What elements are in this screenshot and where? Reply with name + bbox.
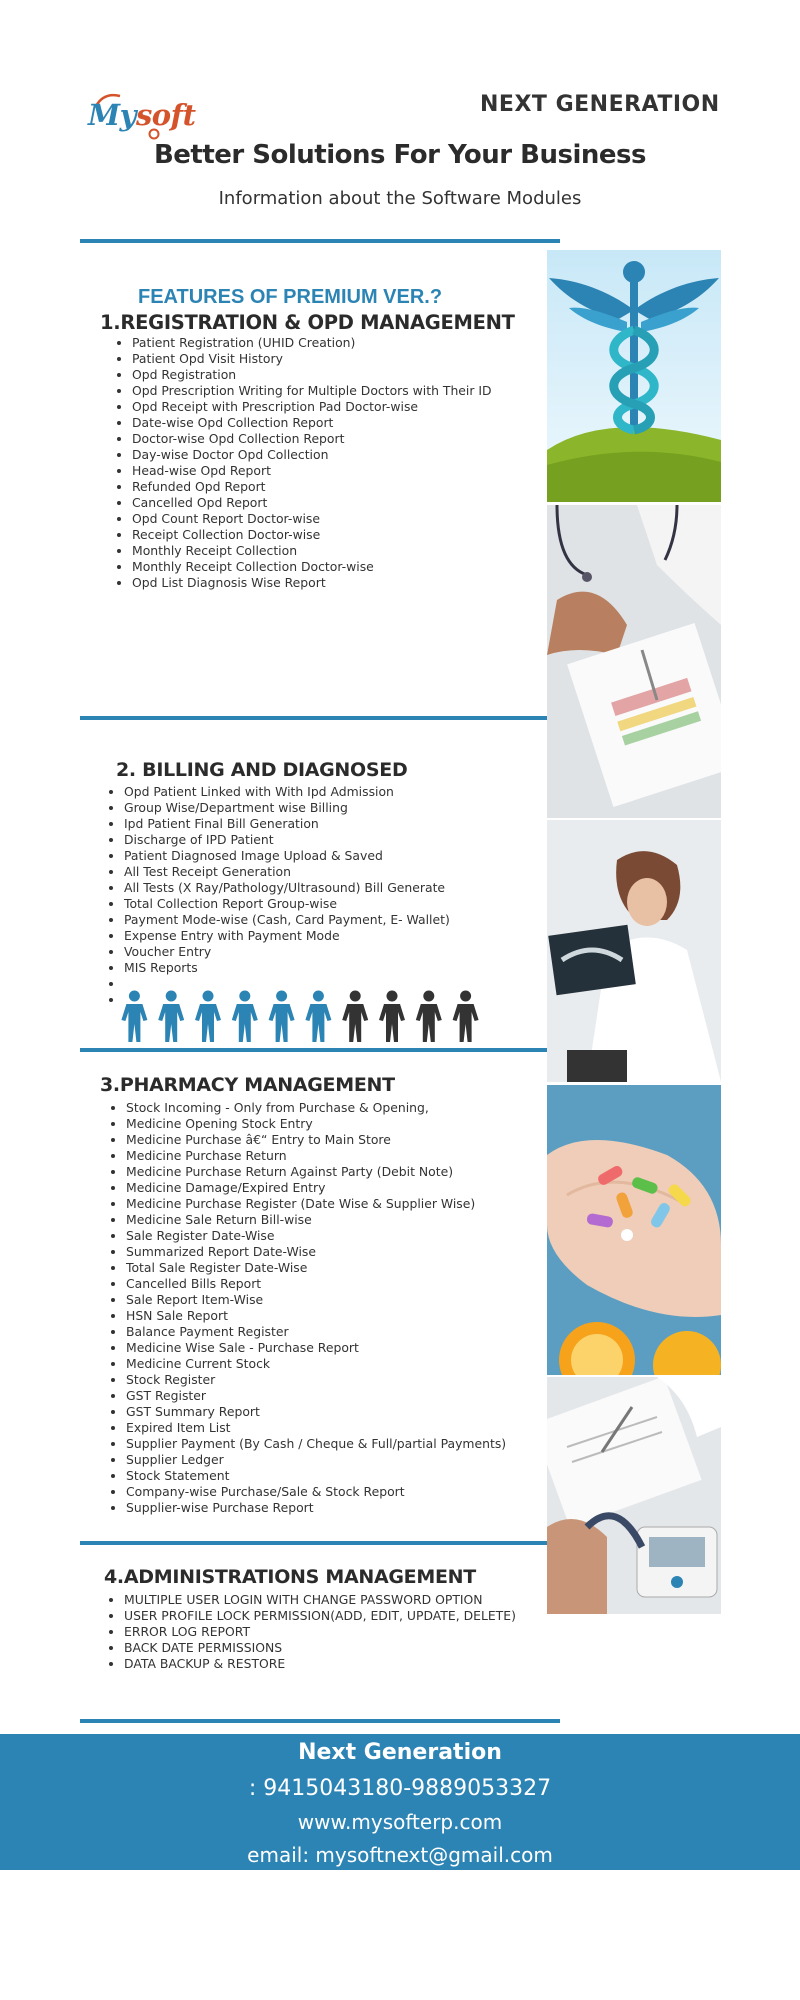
list-item: • Payment Mode-wise (Cash, Card Payment, E- Wallet) [124,912,450,928]
list-item: • Receipt Collection Doctor-wise [132,527,492,543]
list-item: • Opd Prescription Writing for Multiple Doctors with Their ID [132,383,492,399]
person-icon [269,991,295,1043]
list-item: • Supplier-wise Purchase Report [126,1500,506,1516]
list-item: • Medicine Sale Return Bill-wise [126,1212,506,1228]
list-item: • Medicine Purchase â€“ Entry to Main Store [126,1132,506,1148]
list-item: • Medicine Purchase Return [126,1148,506,1164]
divider [80,1719,560,1723]
footer-phone: : 9415043180-9889053327 [248,1776,552,1801]
section-title-pharmacy: 3.PHARMACY MANAGEMENT [100,1074,395,1096]
list-item: • Opd Patient Linked with With Ipd Admission [124,784,450,800]
list-item: • Medicine Opening Stock Entry [126,1116,506,1132]
list-item: • DATA BACKUP & RESTORE [124,1656,516,1672]
section-title-registration: 1.REGISTRATION & OPD MANAGEMENT [100,311,515,334]
registration-list [112,335,492,591]
list-item: • Opd Count Report Doctor-wise [132,511,492,527]
list-item: • Discharge of IPD Patient [124,832,450,848]
list-item: • Voucher Entry [124,944,450,960]
logo-dot-icon [148,128,160,140]
list-item: • Patient Opd Visit History [132,351,492,367]
list-item: • Stock Incoming - Only from Purchase & Opening, [126,1100,506,1116]
person-icon [453,991,479,1043]
person-icon [158,991,184,1043]
list-item: • USER PROFILE LOCK PERMISSION(ADD, EDIT, UPDATE, DELETE) [124,1608,516,1624]
list-item: • Ipd Patient Final Bill Generation [124,816,450,832]
list-item: • HSN Sale Report [126,1308,506,1324]
person-icon [342,991,368,1043]
subheadline: Information about the Software Modules [218,188,582,209]
list-item: • BACK DATE PERMISSIONS [124,1640,516,1656]
list-item: • Medicine Purchase Register (Date Wise & Supplier Wise) [126,1196,506,1212]
pharmacy-list [106,1100,506,1516]
caduceus-image [547,250,721,502]
list-item: • MULTIPLE USER LOGIN WITH CHANGE PASSWORD OPTION [124,1592,516,1608]
mysoft-logo [88,92,196,142]
admin-list [104,1592,516,1672]
header-tag: NEXT GENERATION [480,92,720,117]
person-icon [416,991,442,1043]
divider [80,716,547,720]
list-item: • ERROR LOG REPORT [124,1624,516,1640]
list-item: • Balance Payment Register [126,1324,506,1340]
divider [80,1048,547,1052]
doctor-writing-image [547,505,721,818]
list-item: • Doctor-wise Opd Collection Report [132,431,492,447]
list-item: • Group Wise/Department wise Billing [124,800,450,816]
headline: Better Solutions For Your Business [153,140,646,170]
list-item: • Opd List Diagnosis Wise Report [132,575,492,591]
list-item: • Stock Statement [126,1468,506,1484]
xray-doctor-image [547,820,721,1082]
list-item: • Cancelled Opd Report [132,495,492,511]
person-icon [379,991,405,1043]
footer [0,1734,800,1870]
blood-pressure-image [547,1377,721,1614]
list-item: • Supplier Payment (By Cash / Cheque & Full/partial Payments) [126,1436,506,1452]
list-item: • Total Collection Report Group-wise [124,896,450,912]
list-item: • Total Sale Register Date-Wise [126,1260,506,1276]
people-icons [116,990,484,1042]
list-item: • Patient Diagnosed Image Upload & Saved [124,848,450,864]
billing-list [104,784,450,1008]
list-item: • Expired Item List [126,1420,506,1436]
list-item: • All Test Receipt Generation [124,864,450,880]
person-icon [232,991,258,1043]
list-item: • GST Summary Report [126,1404,506,1420]
list-item: • Company-wise Purchase/Sale & Stock Report [126,1484,506,1500]
list-item: • Medicine Damage/Expired Entry [126,1180,506,1196]
list-item: • Medicine Wise Sale - Purchase Report [126,1340,506,1356]
list-item: • Opd Registration [132,367,492,383]
list-item: • Medicine Purchase Return Against Party (Debit Note) [126,1164,506,1180]
list-item: • All Tests (X Ray/Pathology/Ultrasound) Bill Generate [124,880,450,896]
list-item: • Day-wise Doctor Opd Collection [132,447,492,463]
list-item: • MIS Reports [124,960,450,976]
list-item: • Date-wise Opd Collection Report [132,415,492,431]
section-title-billing: 2. BILLING AND DIAGNOSED [116,759,408,781]
list-item: • Stock Register [126,1372,506,1388]
section-title-admin: 4.ADMINISTRATIONS MANAGEMENT [104,1566,476,1588]
list-item: • Expense Entry with Payment Mode [124,928,450,944]
list-item: • Summarized Report Date-Wise [126,1244,506,1260]
list-item: • Sale Register Date-Wise [126,1228,506,1244]
person-icon [121,991,147,1043]
list-item: • Monthly Receipt Collection Doctor-wise [132,559,492,575]
list-item: • GST Register [126,1388,506,1404]
list-item: • Opd Receipt with Prescription Pad Doctor-wise [132,399,492,415]
footer-email[interactable]: email: mysoftnext@gmail.com [247,1843,553,1867]
list-item: • Monthly Receipt Collection [132,543,492,559]
pills-hand-image [547,1085,721,1375]
list-item: • Refunded Opd Report [132,479,492,495]
divider [80,1541,547,1545]
footer-website[interactable]: www.mysofterp.com [297,1810,503,1834]
features-title: FEATURES OF PREMIUM VER.? [138,286,443,308]
list-item: • Patient Registration (UHID Creation) [132,335,492,351]
footer-title: Next Generation [298,1740,502,1765]
list-item: • Sale Report Item-Wise [126,1292,506,1308]
list-item: • Cancelled Bills Report [126,1276,506,1292]
person-icon [195,991,221,1043]
list-item: • Head-wise Opd Report [132,463,492,479]
logo-text: Mysoft [88,98,196,132]
person-icon [305,991,331,1043]
divider [80,239,560,243]
list-item: • Medicine Current Stock [126,1356,506,1372]
list-item: • Supplier Ledger [126,1452,506,1468]
